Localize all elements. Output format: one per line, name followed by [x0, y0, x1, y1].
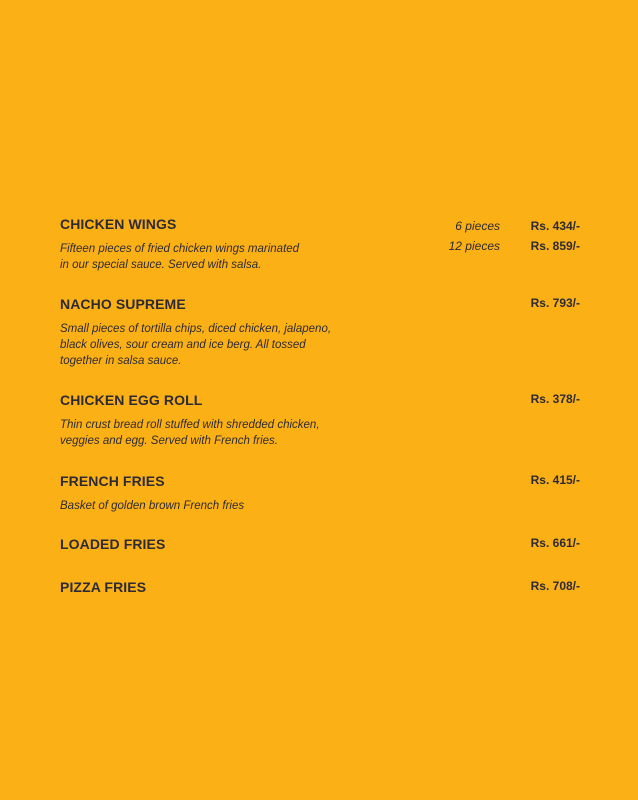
item-name: CHICKEN EGG ROLL [60, 392, 203, 408]
item-price: Rs. 661/- [530, 536, 580, 550]
item-name: CHICKEN WINGS [60, 216, 177, 232]
variant-row-6-pieces [440, 219, 580, 239]
item-name: NACHO SUPREME [60, 296, 186, 312]
menu-item-nacho-supreme [60, 296, 580, 369]
description-line: Basket of golden brown French fries [60, 500, 245, 512]
variant-label: 12 pieces [448, 239, 500, 253]
item-description [60, 417, 370, 449]
description-line: Small pieces of tortilla chips, diced chicken, jalapeno, [60, 323, 332, 335]
menu-item-french-fries [60, 473, 580, 514]
item-description [60, 498, 370, 514]
item-price: Rs. 378/- [530, 392, 580, 406]
variant-label: 6 pieces [455, 219, 500, 233]
description-line: together in salsa sauce. [60, 355, 182, 367]
description-line: black olives, sour cream and ice berg. All tossed [60, 339, 306, 351]
menu-list [60, 216, 580, 622]
menu-item-chicken-wings [60, 216, 580, 273]
description-line: Fifteen pieces of fried chicken wings marinated [60, 243, 300, 255]
item-name: PIZZA FRIES [60, 579, 147, 595]
item-price: Rs. 415/- [530, 473, 580, 487]
item-name: FRENCH FRIES [60, 473, 165, 489]
menu-item-chicken-egg-roll [60, 392, 580, 449]
variant-price: Rs. 859/- [530, 239, 580, 253]
item-price: Rs. 793/- [530, 296, 580, 310]
description-line: in our special sauce. Served with salsa. [60, 259, 262, 271]
description-line: Thin crust bread roll stuffed with shredded chicken, [60, 419, 320, 431]
menu-item-pizza-fries [60, 579, 580, 598]
item-price: Rs. 708/- [530, 579, 580, 593]
item-description [60, 321, 370, 369]
variant-price: Rs. 434/- [530, 219, 580, 233]
menu-item-loaded-fries [60, 536, 580, 555]
item-description [60, 241, 370, 273]
description-line: veggies and egg. Served with French fries. [60, 435, 278, 447]
variant-row-12-pieces [440, 239, 580, 259]
item-name: LOADED FRIES [60, 536, 166, 552]
